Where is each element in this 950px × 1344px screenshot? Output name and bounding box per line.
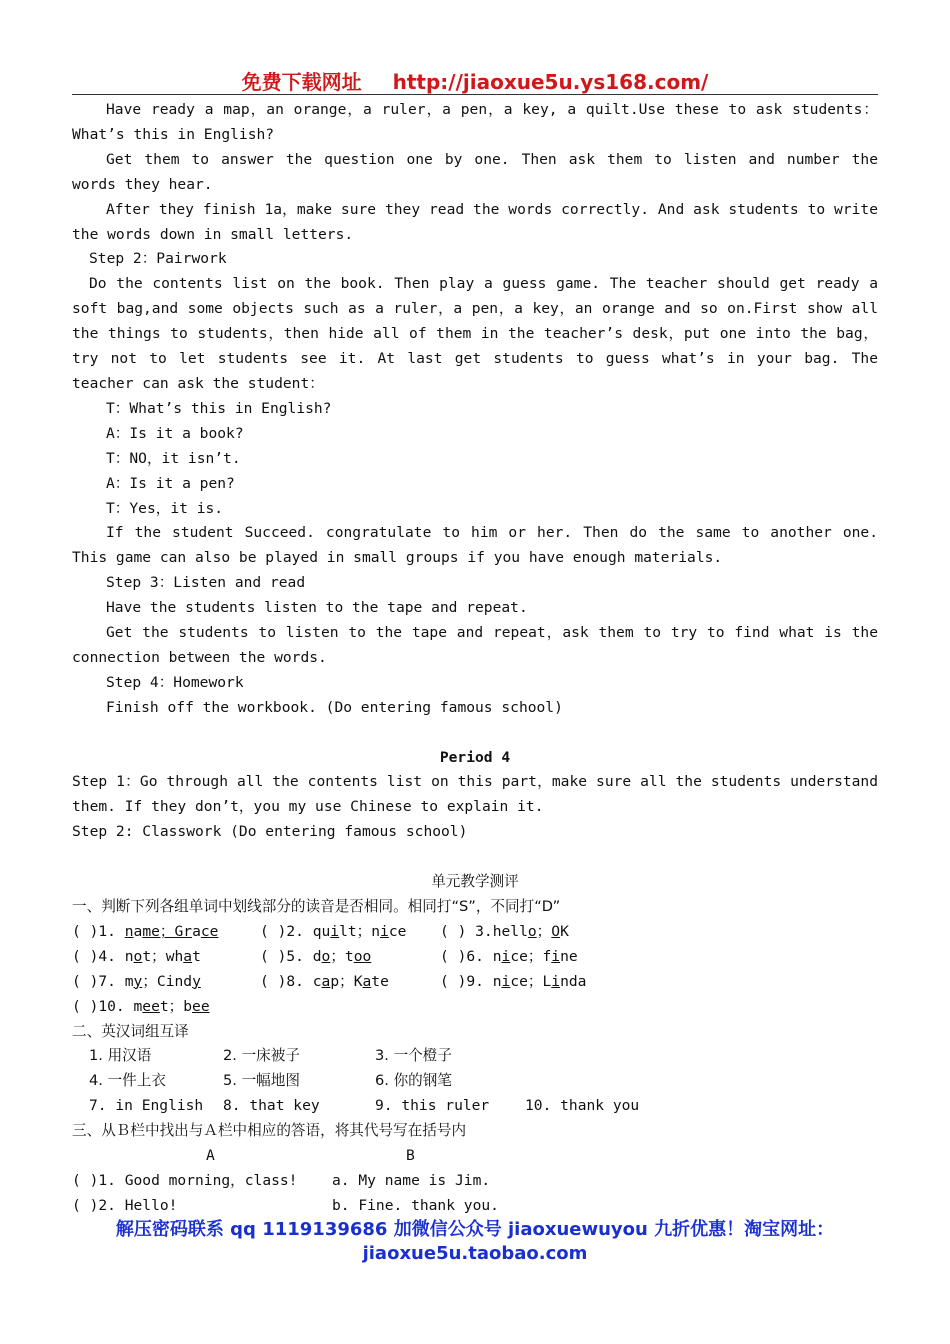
- paragraph-4: Do the contents list on the book. Then play a guess game. The teacher should get ready a soft bag,and some objects such as a ruler，a pen，a key，an orange and so on.First show all the things to students，then hide all of them in the teacher’s desk，put one into the bag，try not to let students see it. At last get students to guess what’s in your bag. The teacher can ask the student：: [72, 275, 878, 392]
- translation-item: 5. 一幅地图: [223, 1072, 300, 1090]
- phonics-item: ( )4. not；what: [72, 947, 201, 965]
- footer-shop-url[interactable]: jiaoxue5u.taobao.com: [362, 1243, 588, 1264]
- paragraph-3: After they finish 1a，make sure they read the words correctly. And ask students to write the words down in small letters.: [72, 200, 878, 243]
- header-url[interactable]: http://jiaoxue5u.ys168.com/: [392, 70, 709, 94]
- phonics-item: ( )1. name；Grace: [72, 922, 219, 940]
- phonics-item: ( )10. meet；bee: [72, 997, 210, 1015]
- translation-item: 10. thank you: [525, 1097, 640, 1115]
- step4-title: Step 4：Homework: [106, 673, 244, 691]
- document-body: [72, 98, 878, 1219]
- matching-question: ( )2. Hello!: [72, 1196, 178, 1214]
- phonics-item: ( )8. cap；Kate: [260, 972, 389, 990]
- paragraph-5: If the student Succeed. congratulate to him or her. Then do the same to another one. This game can also be played in small groups if you have enough materials.: [72, 524, 878, 567]
- phonics-row-4: [72, 995, 878, 1020]
- phonics-item: ( ) 3.hello；OK: [440, 922, 569, 940]
- dialogue-line-5: T：Yes，it is.: [106, 499, 224, 517]
- translation-item: 6. 你的钢笔: [375, 1072, 452, 1090]
- phonics-item: ( )9. nice；Linda: [440, 972, 587, 990]
- column-a-label: A: [206, 1147, 215, 1165]
- phonics-item: ( )5. do；too: [260, 947, 372, 965]
- section-3-title: 三、从Ｂ栏中找出与Ａ栏中相应的答语，将其代号写在括号内: [72, 1122, 467, 1140]
- translation-item: 4. 一件上衣: [89, 1072, 166, 1090]
- matching-answer: b. Fine. thank you.: [332, 1196, 499, 1214]
- phonics-item: ( )6. nice；fine: [440, 947, 578, 965]
- translation-item: 1. 用汉语: [89, 1047, 152, 1065]
- phonics-item: ( )2. quilt；nice: [260, 922, 407, 940]
- translation-row-3: [72, 1094, 878, 1119]
- header-title: 免费下载网址: [241, 70, 362, 94]
- paragraph-7: Get the students to listen to the tape and repeat，ask them to try to find what is the connection between the words.: [72, 624, 878, 666]
- page-header: [0, 66, 950, 95]
- translation-item: 3. 一个橙子: [375, 1047, 452, 1065]
- page-footer: [0, 1218, 950, 1266]
- paragraph-6: Have the students listen to the tape and repeat.: [106, 599, 528, 617]
- translation-item: 7. in English: [89, 1097, 204, 1115]
- translation-item: 2. 一床被子: [223, 1047, 300, 1065]
- header-rule: [72, 94, 878, 95]
- phonics-row-2: [72, 945, 878, 970]
- paragraph-2: Get them to answer the question one by one. Then ask them to listen and number the words they hear.: [72, 150, 878, 193]
- test-title: 单元教学测评: [431, 873, 519, 891]
- dialogue-line-4: A：Is it a pen?: [106, 474, 235, 492]
- paragraph-1: Have ready a map，an orange，a ruler，a pen，a key, a quilt.Use these to ask students：What’s this in English?: [72, 101, 878, 143]
- matching-row: [72, 1169, 878, 1194]
- translation-row-2: [72, 1069, 878, 1094]
- translation-item: 8. that key: [223, 1097, 320, 1115]
- column-b-label: B: [406, 1147, 415, 1165]
- paragraph-10: Step 2: Classwork (Do entering famous school): [72, 823, 468, 841]
- phonics-item: ( )7. my；Cindy: [72, 972, 201, 990]
- translation-item: 9. this ruler: [375, 1097, 490, 1115]
- matching-row: [72, 1194, 878, 1219]
- matching-answer: a. My name is Jim.: [332, 1171, 491, 1189]
- translation-row-1: [72, 1044, 878, 1069]
- dialogue-line-2: A：Is it a book?: [106, 424, 244, 442]
- dialogue-line-3: T：NO，it isn’t.: [106, 449, 241, 467]
- matching-question: ( )1. Good morning，class!: [72, 1171, 298, 1189]
- step2-title: Step 2：Pairwork: [89, 250, 227, 268]
- phonics-row-3: [72, 970, 878, 995]
- section-2-title: 二、英汉词组互译: [72, 1022, 189, 1040]
- footer-contact-line: 解压密码联系 qq 1119139686 加微信公众号 jiaoxuewuyou 九折优惠！淘宝网址：: [115, 1219, 835, 1240]
- period-4-heading: Period 4: [439, 748, 511, 766]
- matching-header: [72, 1144, 878, 1169]
- step3-title: Step 3：Listen and read: [106, 574, 306, 592]
- section-1-title: 一、判断下列各组单词中划线部分的读音是否相同。相同打“S”，不同打“D”: [72, 897, 561, 915]
- paragraph-9: Step 1：Go through all the contents list on this part，make sure all the students understand them. If they don’t，you my use Chinese to explain it.: [72, 773, 878, 816]
- phonics-row-1: [72, 920, 878, 945]
- dialogue-line-1: T：What’s this in English?: [106, 399, 332, 417]
- paragraph-8: Finish off the workbook. (Do entering famous school): [106, 698, 563, 716]
